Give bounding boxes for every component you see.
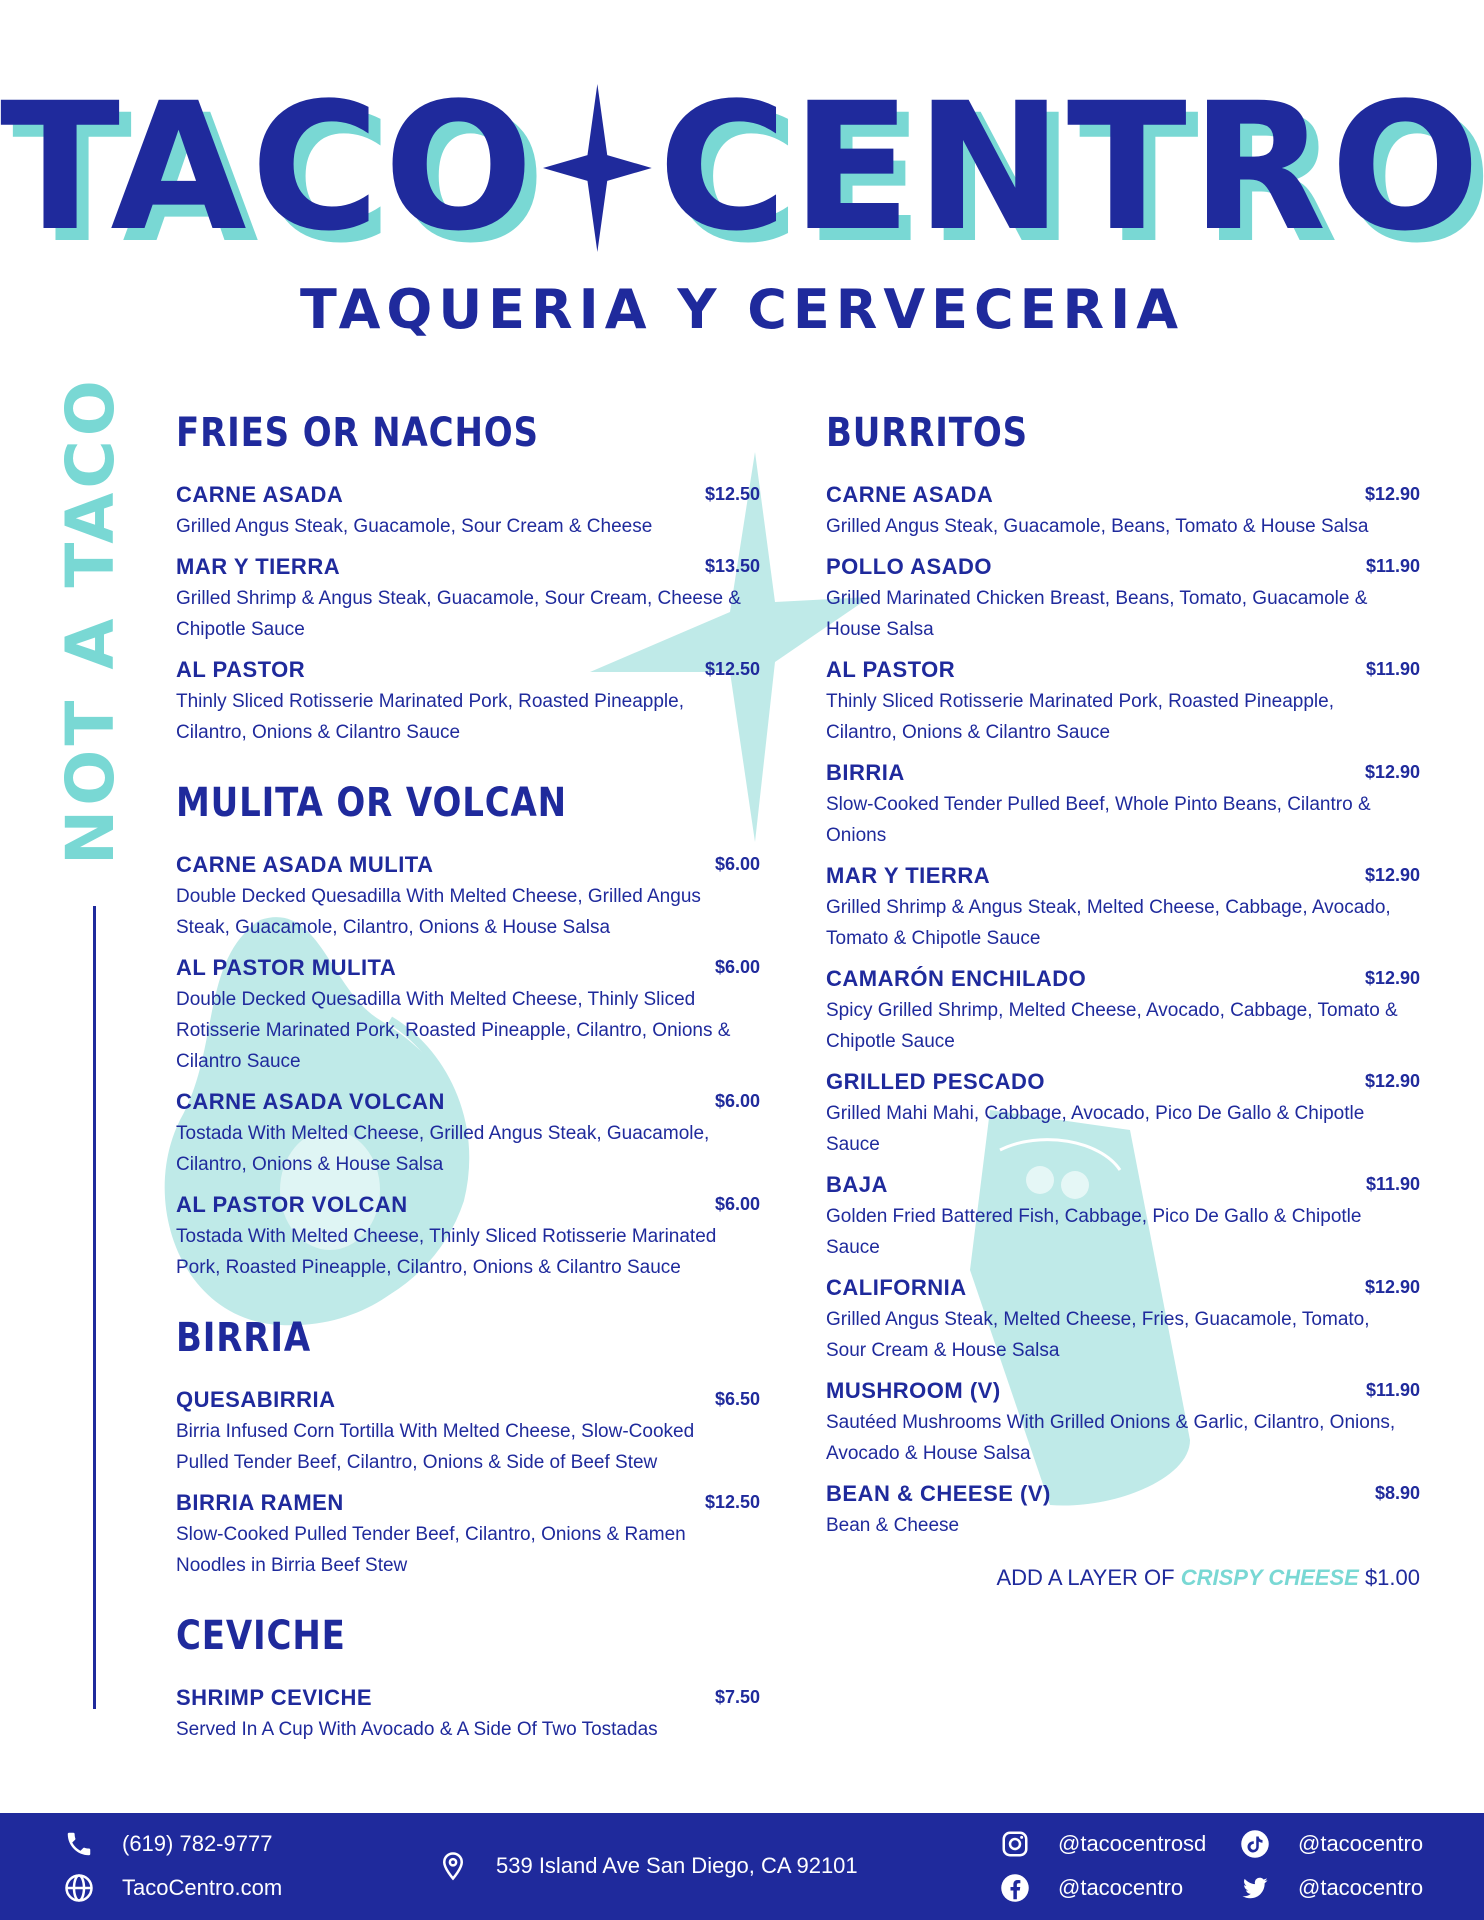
- item-price: $12.50: [704, 484, 760, 504]
- logo-word-taco: TACO: [0, 65, 538, 270]
- menu-item: [176, 1387, 760, 1478]
- menu-item: [826, 966, 1420, 1057]
- item-price: $6.00: [714, 854, 760, 874]
- item-name: GRILLED PESCADO: [826, 1069, 1045, 1094]
- item-description: Thinly Sliced Rotisserie Marinated Pork, Roasted Pineapple, Cilantro, Onions & Cilantro Sauce: [826, 691, 1334, 743]
- website-link: TacoCentro.com: [122, 1875, 283, 1900]
- item-description: Double Decked Quesadilla With Melted Cheese, Thinly Sliced Rotisserie Marinated Pork, Roasted Pineapple, Cilantro, Onions & Cilantro Sauce: [176, 989, 731, 1072]
- menu-section-mulita-volcan: [176, 780, 760, 1283]
- item-name: CARNE ASADA MULITA: [176, 852, 434, 877]
- menu-item: [176, 657, 760, 748]
- item-description: Grilled Shrimp & Angus Steak, Guacamole, Sour Cream, Cheese & Chipotle Sauce: [176, 588, 741, 640]
- item-name: MUSHROOM (V): [826, 1378, 1001, 1403]
- section-title: BIRRIA: [176, 1315, 311, 1361]
- globe-icon: [64, 1873, 94, 1903]
- item-price: $12.50: [704, 1492, 760, 1512]
- compass-star-icon: [543, 83, 652, 253]
- item-description: Grilled Marinated Chicken Breast, Beans, Tomato, Guacamole & House Salsa: [826, 588, 1368, 640]
- phone-icon: [64, 1829, 94, 1859]
- menu-section-burritos: [826, 410, 1420, 1541]
- item-description: Thinly Sliced Rotisserie Marinated Pork, Roasted Pineapple, Cilantro, Onions & Cilantro Sauce: [176, 691, 684, 743]
- menu-section-birria: [176, 1315, 760, 1581]
- phone-number: (619) 782-9777: [122, 1831, 273, 1856]
- menu-section-ceviche: [176, 1613, 760, 1745]
- location-pin-icon: [438, 1851, 468, 1881]
- crispy-cheese-addon: [826, 1565, 1420, 1591]
- menu-item: [826, 554, 1420, 645]
- item-price: $11.90: [1365, 1380, 1420, 1400]
- menu-item: [176, 955, 760, 1077]
- item-price: $6.00: [714, 1091, 760, 1111]
- menu-item: [176, 852, 760, 943]
- item-description: Grilled Angus Steak, Melted Cheese, Fries, Guacamole, Tomato, Sour Cream & House Salsa: [826, 1309, 1370, 1361]
- item-description: Served In A Cup With Avocado & A Side Of Two Tostadas: [176, 1719, 658, 1740]
- item-name: AL PASTOR: [176, 657, 306, 682]
- footer-instagram[interactable]: [1000, 1829, 1206, 1859]
- item-description: Golden Fried Battered Fish, Cabbage, Pico De Gallo & Chipotle Sauce: [826, 1206, 1362, 1258]
- item-name: BIRRIA RAMEN: [176, 1490, 344, 1515]
- item-description: Bean & Cheese: [826, 1515, 960, 1536]
- footer-website[interactable]: [64, 1873, 282, 1903]
- item-name: BAJA: [826, 1172, 888, 1197]
- menu-item: [176, 554, 760, 645]
- logo-word-centro: CENTRO: [658, 65, 1484, 270]
- footer-address[interactable]: [438, 1851, 858, 1881]
- item-name: QUESABIRRIA: [176, 1387, 336, 1412]
- item-price: $12.90: [1364, 968, 1420, 988]
- item-name: AL PASTOR VOLCAN: [176, 1192, 408, 1217]
- footer-tiktok[interactable]: [1240, 1829, 1423, 1859]
- menu-section-fries-nachos: [176, 410, 760, 748]
- item-price: $6.50: [714, 1389, 760, 1409]
- item-price: $11.90: [1365, 1174, 1420, 1194]
- right-menu-column: [826, 410, 1420, 1591]
- addon-prefix: ADD A LAYER OF: [996, 1565, 1175, 1590]
- menu-item: [826, 657, 1420, 748]
- tiktok-handle: @tacocentro: [1298, 1831, 1424, 1856]
- section-title: FRIES OR NACHOS: [176, 410, 539, 456]
- item-name: CALIFORNIA: [826, 1275, 967, 1300]
- item-price: $12.50: [704, 659, 760, 679]
- item-name: MAR Y TIERRA: [826, 863, 991, 888]
- menu-item: [826, 863, 1420, 954]
- item-description: Double Decked Quesadilla With Melted Cheese, Grilled Angus Steak, Guacamole, Cilantro, Onions & House Salsa: [176, 886, 701, 938]
- menu-item: [176, 1490, 760, 1581]
- item-description: Spicy Grilled Shrimp, Melted Cheese, Avocado, Cabbage, Tomato & Chipotle Sauce: [826, 1000, 1398, 1052]
- item-name: SHRIMP CEVICHE: [176, 1685, 373, 1710]
- menu-item: [826, 1275, 1420, 1366]
- item-name: CAMARÓN ENCHILADO: [826, 966, 1087, 991]
- menu-item: [176, 1685, 760, 1745]
- item-description: Sautéed Mushrooms With Grilled Onions & Garlic, Cilantro, Onions, Avocado & House Salsa: [826, 1412, 1396, 1464]
- item-price: $11.90: [1365, 556, 1420, 576]
- menu-item: [826, 1481, 1420, 1541]
- item-price: $11.90: [1365, 659, 1420, 679]
- item-description: Slow-Cooked Tender Pulled Beef, Whole Pinto Beans, Cilantro & Onions: [826, 794, 1371, 846]
- instagram-icon: [1000, 1829, 1030, 1859]
- menu-item: [826, 1172, 1420, 1263]
- item-description: Tostada With Melted Cheese, Thinly Sliced Rotisserie Marinated Pork, Roasted Pineapple, Cilantro, Onions & Cilantro Sauce: [176, 1226, 717, 1278]
- footer-phone[interactable]: [64, 1829, 272, 1859]
- item-price: $12.90: [1364, 762, 1420, 782]
- item-description: Tostada With Melted Cheese, Grilled Angus Steak, Guacamole, Cilantro, Onions & House Salsa: [176, 1123, 710, 1175]
- vertical-divider: [93, 906, 96, 1709]
- item-description: Grilled Mahi Mahi, Cabbage, Avocado, Pico De Gallo & Chipotle Sauce: [826, 1103, 1365, 1155]
- item-name: POLLO ASADO: [826, 554, 993, 579]
- item-price: $12.90: [1364, 865, 1420, 885]
- section-title: BURRITOS: [826, 410, 1028, 456]
- item-name: CARNE ASADA: [826, 482, 994, 507]
- item-name: CARNE ASADA VOLCAN: [176, 1089, 445, 1114]
- item-name: BEAN & CHEESE (V): [826, 1481, 1051, 1506]
- addon-highlight: CRISPY CHEESE: [1180, 1565, 1359, 1590]
- instagram-handle: @tacocentrosd: [1058, 1831, 1207, 1856]
- contact-footer: [0, 1813, 1484, 1920]
- item-price: $13.50: [704, 556, 760, 576]
- item-description: Slow-Cooked Pulled Tender Beef, Cilantro, Onions & Ramen Noodles in Birria Beef Stew: [176, 1524, 686, 1576]
- section-title: CEVICHE: [176, 1613, 346, 1659]
- facebook-handle: @tacocentro: [1058, 1875, 1184, 1900]
- footer-twitter[interactable]: [1240, 1873, 1423, 1903]
- menu-item: [826, 482, 1420, 542]
- item-name: MAR Y TIERRA: [176, 554, 341, 579]
- menu-header: [0, 65, 1484, 341]
- item-name: BIRRIA: [826, 760, 905, 785]
- taco-centro-logo: [0, 65, 1484, 270]
- left-menu-column: [176, 410, 760, 1757]
- tiktok-icon: [1240, 1829, 1270, 1859]
- addon-price: $1.00: [1364, 1565, 1420, 1590]
- item-description: Birria Infused Corn Tortilla With Melted Cheese, Slow-Cooked Pulled Tender Beef, Cilantro, Onions & Side of Beef Stew: [176, 1421, 695, 1473]
- item-price: $6.00: [714, 1194, 760, 1214]
- footer-facebook[interactable]: [1000, 1873, 1183, 1903]
- not-a-taco-tagline: NOT A TACO: [52, 376, 129, 865]
- item-description: Grilled Angus Steak, Guacamole, Beans, Tomato & House Salsa: [826, 516, 1369, 537]
- item-name: CARNE ASADA: [176, 482, 344, 507]
- address-text: 539 Island Ave San Diego, CA 92101: [496, 1853, 858, 1878]
- item-description: Grilled Shrimp & Angus Steak, Melted Cheese, Cabbage, Avocado, Tomato & Chipotle Sauce: [826, 897, 1391, 949]
- restaurant-subtitle: TAQUERIA Y CERVECERIA: [299, 278, 1184, 341]
- item-price: $12.90: [1364, 484, 1420, 504]
- facebook-icon: [1000, 1873, 1030, 1903]
- item-price: $12.90: [1364, 1071, 1420, 1091]
- twitter-icon: [1240, 1873, 1270, 1903]
- menu-item: [826, 1069, 1420, 1160]
- item-name: AL PASTOR MULITA: [176, 955, 397, 980]
- menu-item: [826, 760, 1420, 851]
- menu-item: [826, 1378, 1420, 1469]
- section-title: MULITA OR VOLCAN: [176, 780, 567, 826]
- item-description: Grilled Angus Steak, Guacamole, Sour Cream & Cheese: [176, 516, 653, 537]
- item-price: $6.00: [714, 957, 760, 977]
- item-name: AL PASTOR: [826, 657, 956, 682]
- item-price: $12.90: [1364, 1277, 1420, 1297]
- menu-item: [176, 1089, 760, 1180]
- menu-item: [176, 1192, 760, 1283]
- item-price: $7.50: [714, 1687, 760, 1707]
- twitter-handle: @tacocentro: [1298, 1875, 1424, 1900]
- item-price: $8.90: [1374, 1483, 1420, 1503]
- menu-item: [176, 482, 760, 542]
